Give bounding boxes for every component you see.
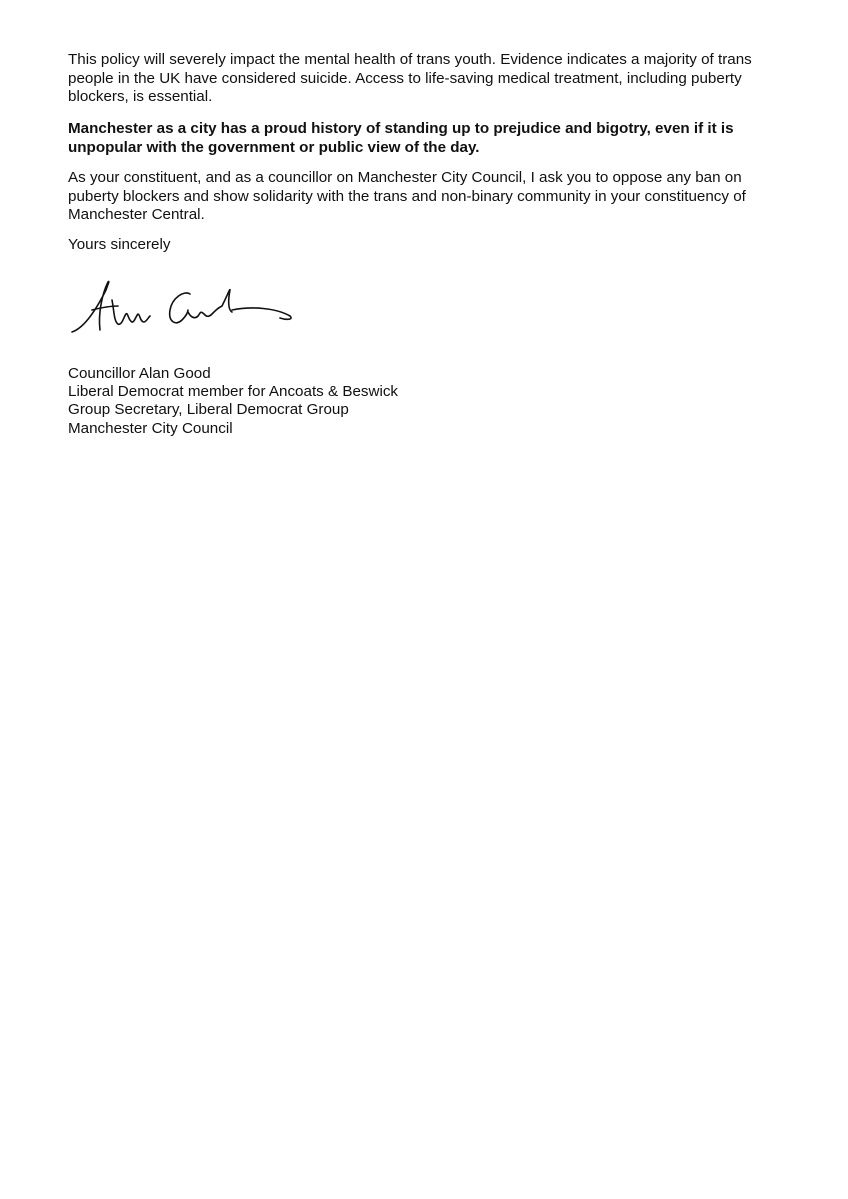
paragraph-mental-health: This policy will severely impact the mental health of trans youth. Evidence indicates a majority of trans people in the UK have considered suicide. Access to life-saving medical treatment, including puberty blockers, is essential.: [68, 51, 752, 105]
paragraph-request: As your constituent, and as a councillor on Manchester City Council, I ask you to oppose any ban on puberty blockers and show solidarity with the trans and non-binary community in your constituency of Manchester Central.: [68, 169, 746, 223]
signatory-details: [68, 365, 398, 438]
signatory-council: Manchester City Council: [68, 419, 233, 437]
closing-salutation: Yours sincerely: [68, 236, 171, 253]
paragraph-manchester-history: Manchester as a city has a proud history of standing up to prejudice and bigotry, even if it is unpopular with the government or public view of the day.: [68, 120, 734, 156]
handwritten-signature-icon: [62, 270, 312, 348]
signatory-role: Group Secretary, Liberal Democrat Group: [68, 401, 349, 419]
signatory-name: Councillor Alan Good: [68, 365, 211, 382]
signatory-ward: Liberal Democrat member for Ancoats & Beswick: [68, 383, 399, 401]
